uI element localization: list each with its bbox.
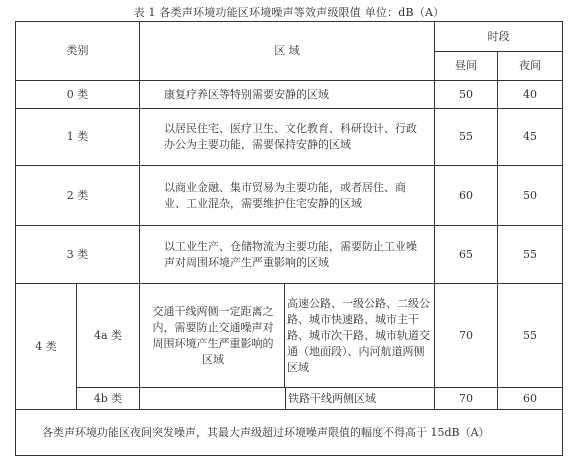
table-row (16, 166, 563, 226)
category-cell: 3 类 (16, 226, 140, 284)
area-cell: 以商业金融、集市贸易为主要功能，或者居住、商业、工业混杂，需要维护住宅安静的区域 (140, 166, 435, 226)
day-limit: 70 (435, 284, 498, 388)
area-text-4b: 铁路干线两侧区域 (288, 392, 376, 405)
area-cell-4a-detail: 高速公路、一级公路、二级公路、城市快速路、城市主干路、城市次干路、城市轨道交通（地面段）、内河航道两侧区域 (285, 284, 435, 388)
area-cell: 康复疗养区等特别需要安静的区域 (140, 81, 435, 109)
day-limit: 70 (435, 388, 498, 410)
category-cell: 0 类 (16, 81, 140, 109)
table-row-4a (16, 284, 563, 388)
header-row-1 (16, 22, 563, 52)
day-limit: 60 (435, 166, 498, 226)
table-row (16, 226, 563, 284)
night-limit: 55 (498, 284, 563, 388)
night-limit: 55 (498, 226, 563, 284)
header-day: 昼间 (435, 52, 498, 81)
header-night: 夜间 (498, 52, 563, 81)
area-cell-4a-main: 交通干线两侧一定距离之内，需要防止交通噪声对周围环境产生严重影响的区域 (140, 284, 285, 388)
footnote-row (16, 410, 563, 456)
header-period: 时段 (435, 22, 563, 52)
category-cell: 2 类 (16, 166, 140, 226)
area-cell: 以居民住宅、医疗卫生、文化教育、科研设计、行政办公为主要功能，需要保持安静的区域 (140, 109, 435, 166)
footnote: 各类声环境功能区夜间突发噪声，其最大声级超过环境噪声限值的幅度不得高于 15dB（A） (16, 410, 563, 456)
table-row-4b (16, 388, 563, 410)
subcategory-cell-4b: 4b 类 (77, 388, 140, 410)
night-limit: 45 (498, 109, 563, 166)
table-row (16, 81, 563, 109)
table-caption: 表 1 各类声环境功能区环境噪声等效声级限值 单位：dB（A） (133, 6, 445, 19)
day-limit: 65 (435, 226, 498, 284)
day-limit: 50 (435, 81, 498, 109)
day-limit: 55 (435, 109, 498, 166)
noise-limits-table (15, 21, 563, 456)
header-category: 类别 (16, 22, 140, 81)
table-row (16, 109, 563, 166)
night-limit: 40 (498, 81, 563, 109)
night-limit: 50 (498, 166, 563, 226)
area-cell-4b (140, 388, 435, 410)
area-cell: 以工业生产、仓储物流为主要功能，需要防止工业噪声对周围环境产生严重影响的区域 (140, 226, 435, 284)
category-cell: 1 类 (16, 109, 140, 166)
subcategory-cell-4a: 4a 类 (77, 284, 140, 388)
night-limit: 60 (498, 388, 563, 410)
header-area: 区 域 (140, 22, 435, 81)
category-cell-4: 4 类 (16, 284, 77, 410)
